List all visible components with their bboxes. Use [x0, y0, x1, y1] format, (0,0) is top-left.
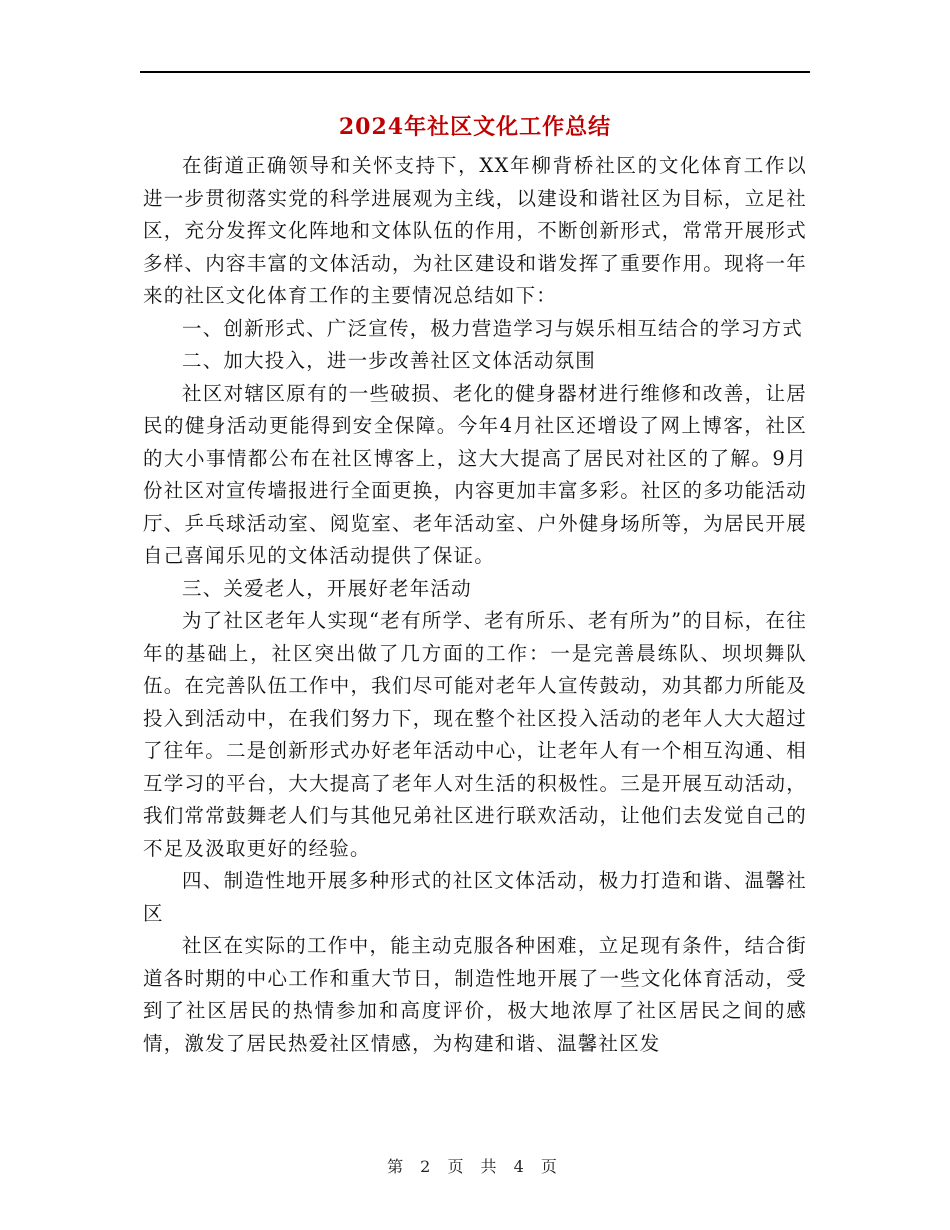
paragraph-section-3: 为了社区老年人实现“老有所学、老有所乐、老有所为”的目标，在往年的基础上，社区突出做了几方面的工作：一是完善晨练队、坝坝舞队伍。在完善队伍工作中，我们尽可能对老年人宣传鼓动，劝其都力所能及投入到活动中，在我们努力下，现在整个社区投入活动的老年人大大超过了往年。二是创新形式办好老年活动中心，让老年人有一个相互沟通、相互学习的平台，大大提高了老年人对生活的积极性。三是开展互动活动，我们常常鼓舞老人们与其他兄弟社区进行联欢活动，让他们去发觉自己的不足及汲取更好的经验。: [143, 609, 807, 860]
section-heading-2: 二、加大投入，进一步改善社区文体活动氛围: [182, 349, 597, 372]
document-body: [143, 150, 807, 1060]
paragraph-section-2: 社区对辖区原有的一些破损、老化的健身器材进行维修和改善，让居民的健身活动更能得到安全保障。今年4月社区还增设了网上博客，社区的大小事情都公布在社区博客上，这大大提高了居民对社区的了解。9月份社区对宣传墙报进行全面更换，内容更加丰富多彩。社区的多功能活动厅、乒乓球活动室、阅览室、老年活动室、户外健身场所等，为居民开展自己喜闻乐见的文体活动提供了保证。: [143, 381, 807, 567]
paragraph-intro: 在街道正确领导和关怀支持下，XX年柳背桥社区的文化体育工作以进一步贯彻落实党的科学进展观为主线，以建设和谐社区为目标，立足社区，充分发挥文化阵地和文体队伍的作用，不断创新形式，常常开展形式多样、内容丰富的文体活动，为社区建设和谐发挥了重要作用。现将一年来的社区文化体育工作的主要情况总结如下：: [143, 154, 807, 307]
section-heading-4: 四、制造性地开展多种形式的社区文体活动，极力打造和谐、温馨社区: [143, 869, 807, 925]
header-rule: [140, 71, 810, 73]
document-title: 2024年社区文化工作总结: [338, 114, 612, 140]
paragraph-section-4: 社区在实际的工作中，能主动克服各种困难，立足现有条件，结合街道各时期的中心工作和重大节日，制造性地开展了一些文化体育活动，受到了社区居民的热情参加和高度评价，极大地浓厚了社区居民之间的感情，激发了居民热爱社区情感，为构建和谐、温馨社区发: [143, 934, 807, 1055]
section-heading-3: 三、关爱老人，开展好老年活动: [182, 576, 472, 600]
section-heading-1: 一、创新形式、广泛宣传，极力营造学习与娱乐相互结合的学习方式: [182, 316, 804, 340]
page-footer: 第 2 页 共 4 页: [387, 1157, 563, 1176]
